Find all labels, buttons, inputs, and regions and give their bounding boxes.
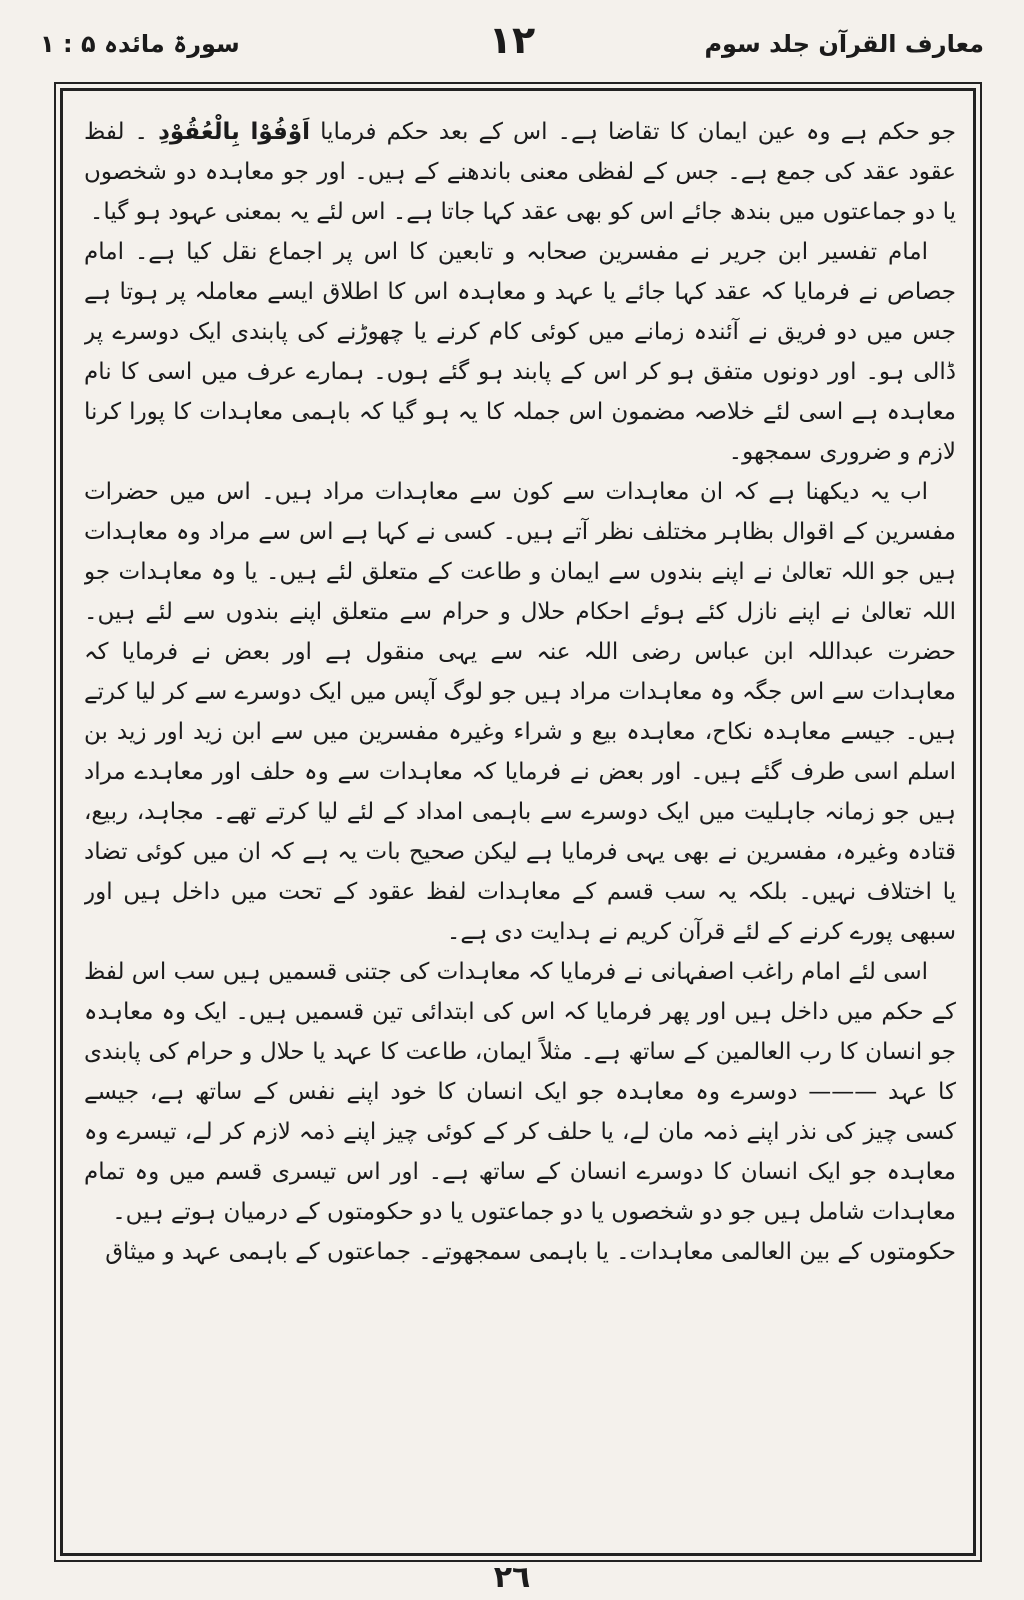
surah-reference: سورۃ مائدہ ۵ : ١ [40,30,240,58]
paragraph-1 [84,112,956,232]
footer-mark: ٢٦ [493,1560,531,1595]
page-number: ١٢ [488,18,536,62]
paragraph-1-text-b: ۔ لفظ عقود عقد کی جمع ہے۔ جس کے لفظی معنی باندھنے کے ہیں۔ اور جو معاہدہ دو شخصوں یا دو جماعتوں میں بندھ جائے اس کو بھی عقد کہا جاتا ہے۔ اس لئے یہ بمعنی عہود ہو گیا۔ [84,119,956,225]
paragraph-3: اب یہ دیکھنا ہے کہ ان معاہدات سے کون سے معاہدات مراد ہیں۔ اس میں حضرات مفسرین کے اقوال بظاہر مختلف نظر آتے ہیں۔ کسی نے کہا ہے اس سے مراد وہ معاہدات ہیں جو اللہ تعالیٰ نے اپنے بندوں سے ایمان و طاعت کے متعلق لئے ہیں۔ یا وہ معاہدات جو اللہ تعالیٰ نے اپنے نازل کئے ہوئے احکام حلال و حرام سے متعلق اپنے بندوں سے لئے ہیں۔ حضرت عبداللہ ابن عباس رضی اللہ عنہ سے یہی منقول ہے اور بعض نے فرمایا کہ معاہدات سے اس جگہ وہ معاہدات مراد ہیں جو لوگ آپس میں ایک دوسرے سے کر لیا کرتے ہیں۔ جیسے معاہدہ نکاح، معاہدہ بیع و شراء وغیرہ مفسرین میں سے ابن زید اور زید بن اسلم اسی طرف گئے ہیں۔ اور بعض نے فرمایا کہ معاہدات سے وہ حلف اور معاہدے مراد ہیں جو زمانہ جاہلیت میں ایک دوسرے سے باہمی امداد کے لئے لیا کرتے تھے۔ مجاہد، ربیع، قتادہ وغیرہ، مفسرین نے بھی یہی فرمایا ہے لیکن صحیح بات یہ ہے کہ ان میں کوئی تضاد یا اختلاف نہیں۔ بلکہ یہ سب قسم کے معاہدات لفظ عقود کے تحت میں داخل ہیں اور سبھی پورے کرنے کے لئے قرآن کریم نے ہدایت دی ہے۔ [84,479,956,945]
paragraph-2: امام تفسیر ابن جریر نے مفسرین صحابہ و تابعین کا اس پر اجماع نقل کیا ہے۔ امام جصاص نے فرمایا کہ عقد کہا جائے یا عہد و معاہدہ اس کا اطلاق ایسے معاملہ پر ہوتا ہے جس میں دو فریق نے آئندہ زمانے میں کوئی کام کرنے یا چھوڑنے کی پابندی ایک دوسرے پر ڈالی ہو۔ اور دونوں متفق ہو کر اس کے پابند ہو گئے ہوں۔ ہمارے عرف میں اسی کا نام معاہدہ ہے اسی لئے خلاصہ مضمون اس جملہ کا یہ ہو گیا کہ باہمی معاہدات کا پورا کرنا لازم و ضروری سمجھو۔ [84,239,956,465]
paragraph-5: حکومتوں کے بین العالمی معاہدات۔ یا باہمی سمجھوتے۔ جماعتوں کے باہمی عہد و میثاق [105,1239,956,1265]
paragraph-4: اسی لئے امام راغب اصفہانی نے فرمایا کہ معاہدات کی جتنی قسمیں ہیں سب اس لفظ کے حکم میں داخل ہیں اور پھر فرمایا کہ اس کی ابتدائی تین قسمیں ہیں۔ ایک وہ معاہدہ جو انسان کا رب العالمین کے ساتھ ہے۔ مثلاً ایمان، طاعت کا عہد یا حلال و حرام کی پابندی کا عہد ——— دوسرے وہ معاہدہ جو ایک انسان کا خود اپنے نفس کے ساتھ ہے، جیسے کسی چیز کی نذر اپنے ذمہ مان لے، یا حلف کر کے کوئی چیز اپنے ذمہ لازم کر لے، تیسرے وہ معاہدہ جو ایک انسان کا دوسرے انسان کے ساتھ ہے۔ اور اس تیسری قسم میں وہ تمام معاہدات شامل ہیں جو دو شخصوں یا دو جماعتوں یا دو حکومتوں کے درمیان ہوتے ہیں۔ [84,959,956,1225]
quran-ayah: اَوْفُوْا بِالْعُقُوْدِ [158,119,311,145]
page-header [40,14,984,74]
book-title: معارف القرآن جلد سوم [704,30,984,58]
paragraph-1-text-a: جو حکم ہے وہ عین ایمان کا تقاضا ہے۔ اس کے بعد حکم فرمایا [320,119,956,145]
page-body [84,112,956,1522]
